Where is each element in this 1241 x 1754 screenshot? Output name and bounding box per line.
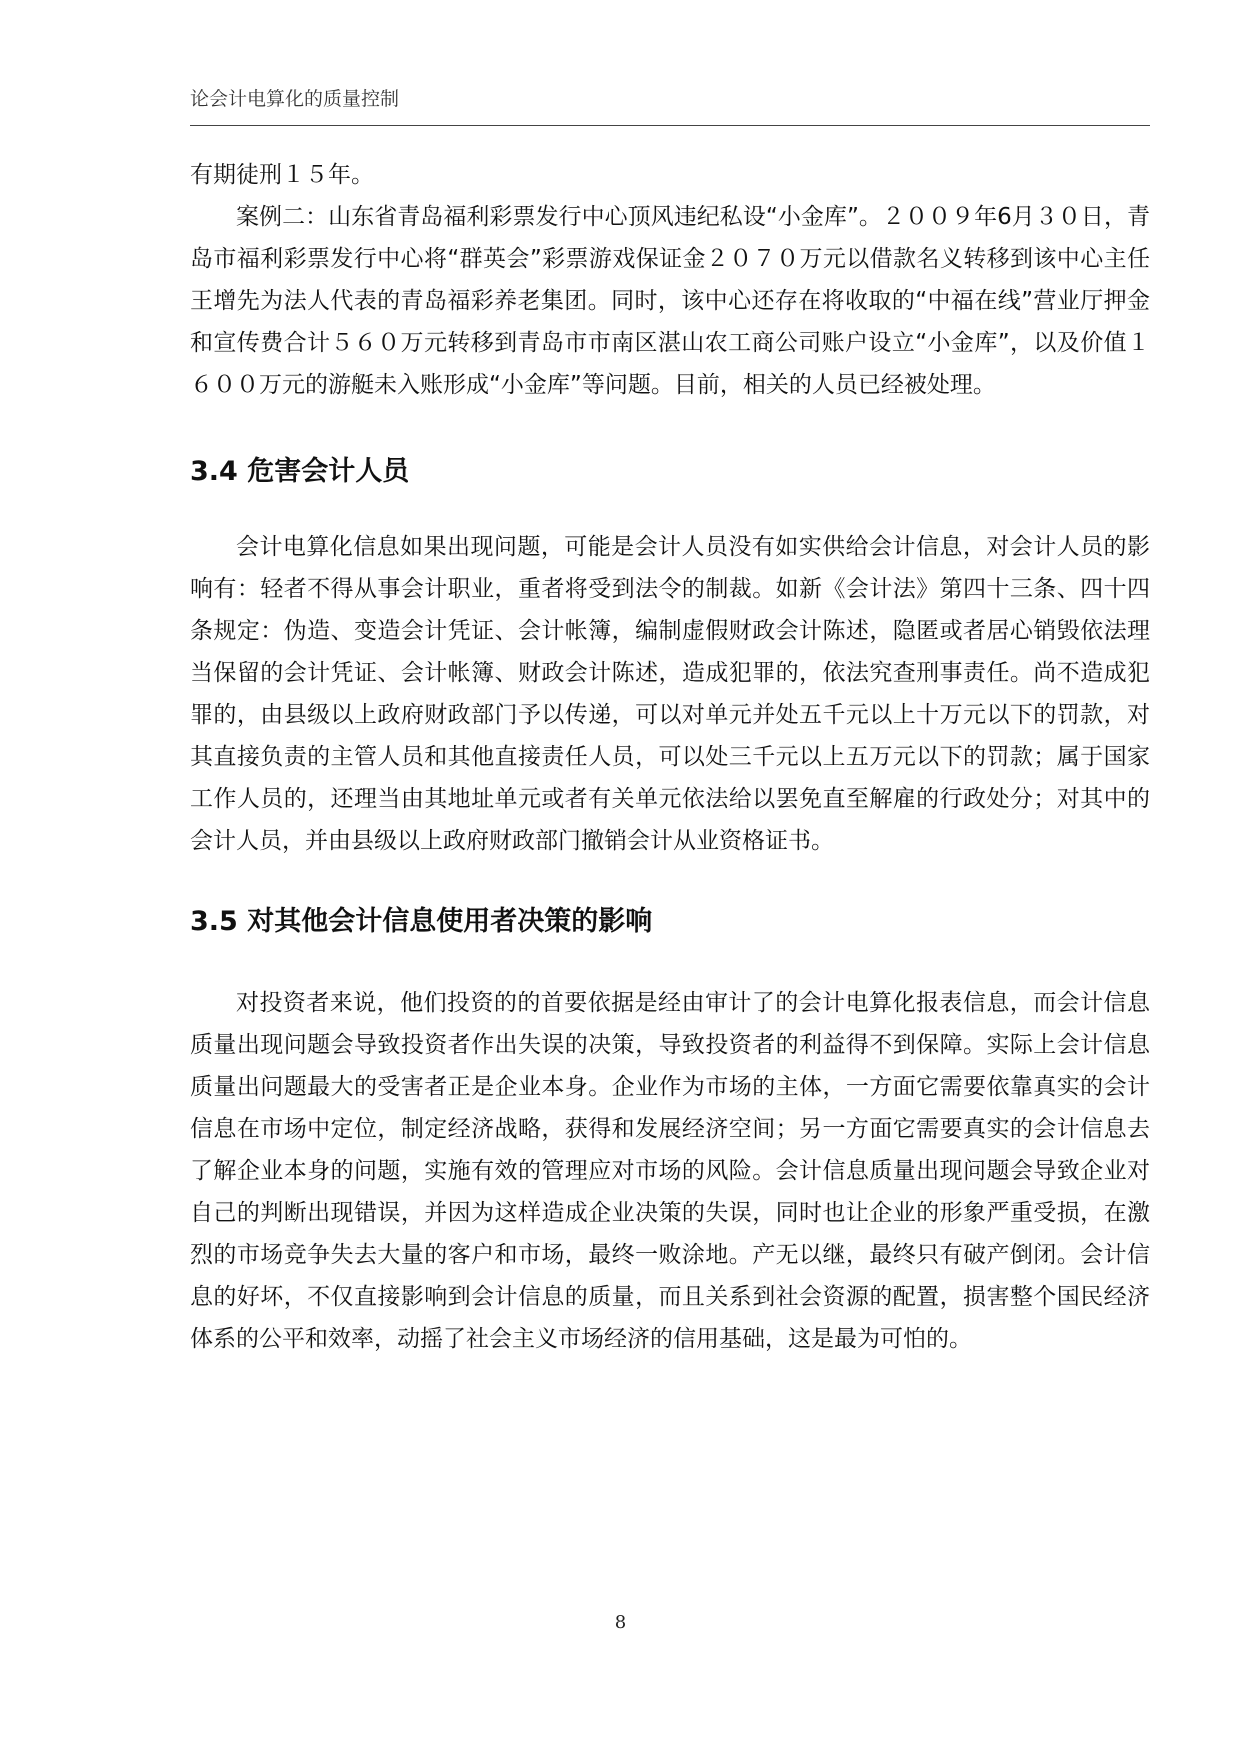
section-heading-3-4: 3.4 危害会计人员 xyxy=(190,456,410,487)
header-divider xyxy=(190,125,1150,126)
paragraph-section-3-5: 对投资者来说，他们投资的的首要依据是经由审计了的会计电算化报表信息，而会计信息质量出现问题会导致投资者作出失误的决策，导致投资者的利益得不到保障。实际上会计信息质量出问题最大的受害者正是企业本身。企业作为市场的主体，一方面它需要依靠真实的会计信息在市场中定位，制定经济战略，获得和发展经济空间；另一方面它需要真实的会计信息去了解企业本身的问题，实施有效的管理应对市场的风险。会计信息质量出现问题会导致企业对自己的判断出现错误，并因为这样造成企业决策的失误，同时也让企业的形象严重受损，在激烈的市场竞争失去大量的客户和市场，最终一败涂地。产无以继，最终只有破产倒闭。会计信息的好坏，不仅直接影响到会计信息的质量，而且关系到社会资源的配置，损害整个国民经济体系的公平和效率，动摇了社会主义市场经济的信用基础，这是最为可怕的。 xyxy=(190,990,1150,1352)
paragraph-case-two: 案例二：山东省青岛福利彩票发行中心顶风违纪私设“小金库”。２００９年6月３０日，青岛市福利彩票发行中心将“群英会”彩票游戏保证金２０７０万元以借款名义转移到该中心主任王增先为法人代表的青岛福彩养老集团。同时，该中心还存在将收取的“中福在线”营业厅押金和宣传费合计５６０万元转移到青岛市市南区湛山农工商公司账户设立“小金库”，以及价值１６００万元的游艇未入账形成“小金库”等问题。目前，相关的人员已经被处理。 xyxy=(190,204,1150,398)
page-number: 8 xyxy=(614,1612,627,1633)
running-header: 论会计电算化的质量控制 xyxy=(190,88,400,110)
section-heading-3-5: 3.5 对其他会计信息使用者决策的影响 xyxy=(190,906,653,937)
paragraph-section-3-4: 会计电算化信息如果出现问题，可能是会计人员没有如实供给会计信息，对会计人员的影响有：轻者不得从事会计职业，重者将受到法令的制裁。如新《会计法》第四十三条、四十四条规定：伪造、变造会计凭证、会计帐簿，编制虚假财政会计陈述，隐匿或者居心销毁依法理当保留的会计凭证、会计帐簿、财政会计陈述，造成犯罪的，依法究查刑事责任。尚不造成犯罪的，由县级以上政府财政部门予以传递，可以对单元并处五千元以上十万元以下的罚款，对其直接负责的主管人员和其他直接责任人员，可以处三千元以上五万元以下的罚款；属于国家工作人员的，还理当由其地址单元或者有关单元依法给以罢免直至解雇的行政处分；对其中的会计人员，并由县级以上政府财政部门撤销会计从业资格证书。 xyxy=(190,534,1150,854)
paragraph-continuation: 有期徒刑１５年。 xyxy=(190,162,374,188)
page-body xyxy=(190,154,1150,1360)
